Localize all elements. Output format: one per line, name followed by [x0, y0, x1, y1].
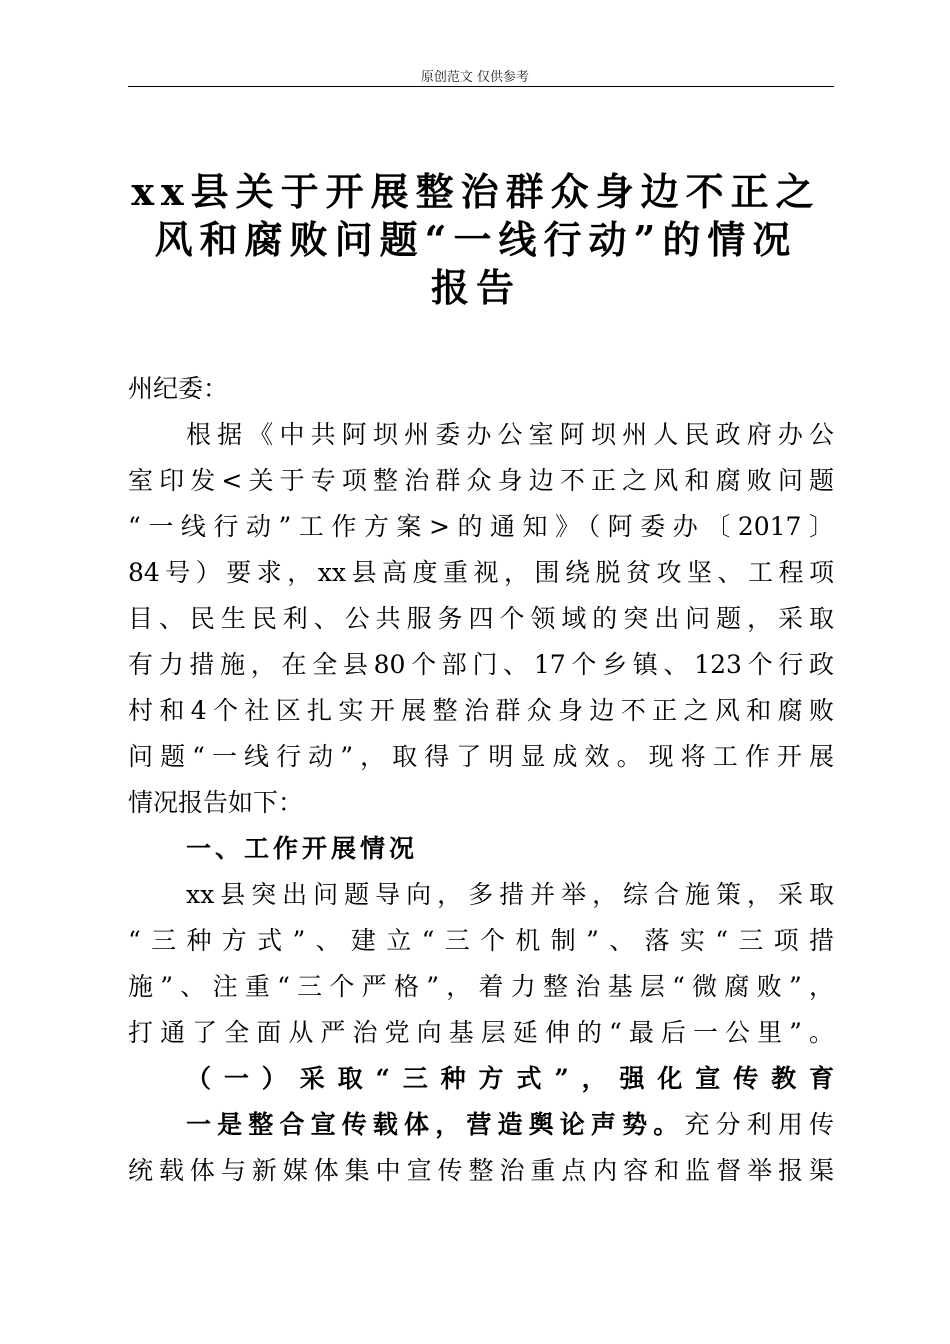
paragraph-line: 室印发<关于专项整治群众身边不正之风和腐败问题 [128, 466, 834, 495]
title-line: 风和腐败问题“一线行动”的情况 [154, 217, 798, 262]
paragraph-line: “一线行动”工作方案>的通知》（阿委办〔2017〕 [128, 512, 834, 541]
paragraph-line: 有力措施，在全县80个部门、17个乡镇、123个行政 [128, 650, 834, 679]
paragraph-line: 施”、注重“三个严格”，着力整治基层“微腐败”， [128, 972, 834, 1001]
subsection-heading: （一）采取“三种方式”，强化宣传教育 [186, 1064, 834, 1093]
paragraph-text: 充分利用传 [684, 1110, 834, 1139]
header-divider [128, 86, 834, 87]
paragraph-line: 统载体与新媒体集中宣传整治重点内容和监督举报渠 [128, 1156, 834, 1185]
paragraph-line: xx县突出问题导向，多措并举，综合施策，采取 [186, 880, 834, 909]
section-heading: 一、工作开展情况 [186, 834, 419, 863]
title-line: xx县关于开展整治群众身边不正之 [131, 169, 821, 214]
document-body [128, 366, 834, 1194]
page-header-text: 原创范文 仅供参考 [420, 70, 530, 85]
paragraph-line: 84号）要求，xx县高度重视，围绕脱贫攻坚、工程项 [128, 558, 834, 587]
paragraph-lead-phrase: 一是整合宣传载体，营造舆论声势。 [186, 1110, 685, 1139]
document-title [128, 168, 824, 312]
salutation: 州纪委： [128, 374, 229, 403]
paragraph-line: 根据《中共阿坝州委办公室阿坝州人民政府办公 [186, 420, 834, 449]
paragraph-line: “三种方式”、建立“三个机制”、落实“三项措 [128, 926, 834, 955]
title-line: 报告 [430, 265, 521, 310]
paragraph-line: 问题“一线行动”，取得了明显成效。现将工作开展 [128, 742, 834, 771]
paragraph-line [128, 1102, 834, 1148]
paragraph-line: 目、民生民利、公共服务四个领域的突出问题，采取 [128, 604, 834, 633]
paragraph-line: 村和4个社区扎实开展整治群众身边不正之风和腐败 [128, 696, 834, 725]
paragraph-line: 情况报告如下： [128, 788, 304, 817]
paragraph-line: 打通了全面从严治党向基层延伸的“最后一公里”。 [128, 1018, 834, 1047]
